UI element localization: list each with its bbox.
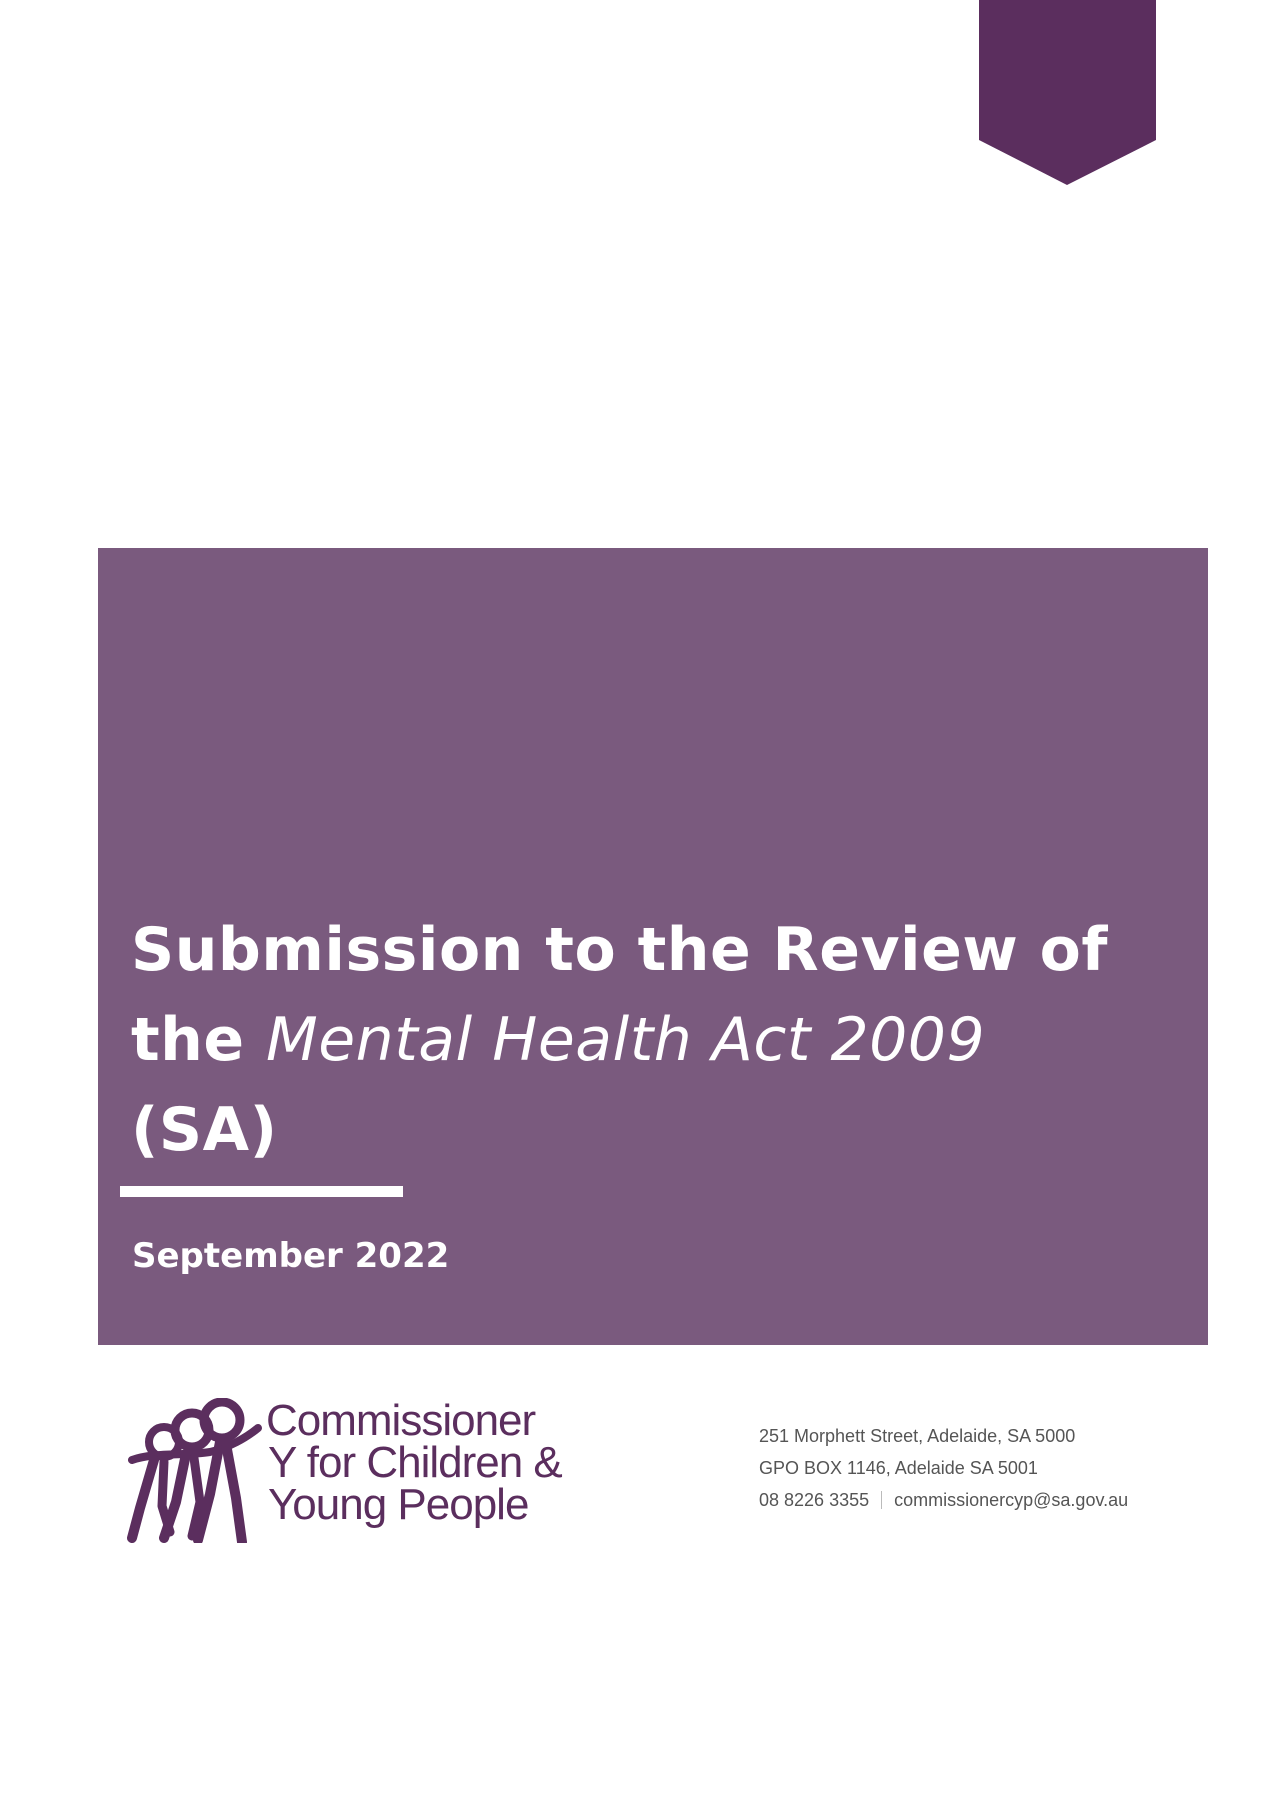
contact-block: [759, 1420, 1128, 1516]
email-address: commissionercyp@sa.gov.au: [894, 1490, 1129, 1510]
title-underline: [120, 1186, 403, 1197]
title-prefix: the: [131, 1005, 245, 1075]
logo-line-2: Y for Children &: [268, 1438, 562, 1487]
logo-line-3: Young People: [268, 1480, 529, 1529]
street-address: 251 Morphett Street, Adelaide, SA 5000: [759, 1426, 1076, 1446]
publication-date: September 2022: [132, 1236, 450, 1276]
tab-marker: [979, 0, 1156, 185]
commissioner-logo: [124, 1398, 574, 1543]
phone-number: 08 8226 3355: [759, 1490, 870, 1510]
logo-line-1: Commissioner: [266, 1396, 536, 1445]
title-line-1: Submission to the Review of: [131, 915, 1108, 985]
children-figures-icon: [124, 1398, 264, 1543]
logo-wordmark: [266, 1396, 562, 1529]
document-title: [131, 905, 1131, 1175]
contact-divider: [881, 1491, 882, 1509]
title-act-name: Mental Health Act 2009: [265, 1005, 986, 1075]
phone-email-row: [759, 1484, 1128, 1516]
cover-panel: [98, 548, 1208, 1345]
title-suffix: (SA): [131, 1095, 278, 1165]
postal-address: GPO BOX 1146, Adelaide SA 5001: [759, 1458, 1038, 1478]
